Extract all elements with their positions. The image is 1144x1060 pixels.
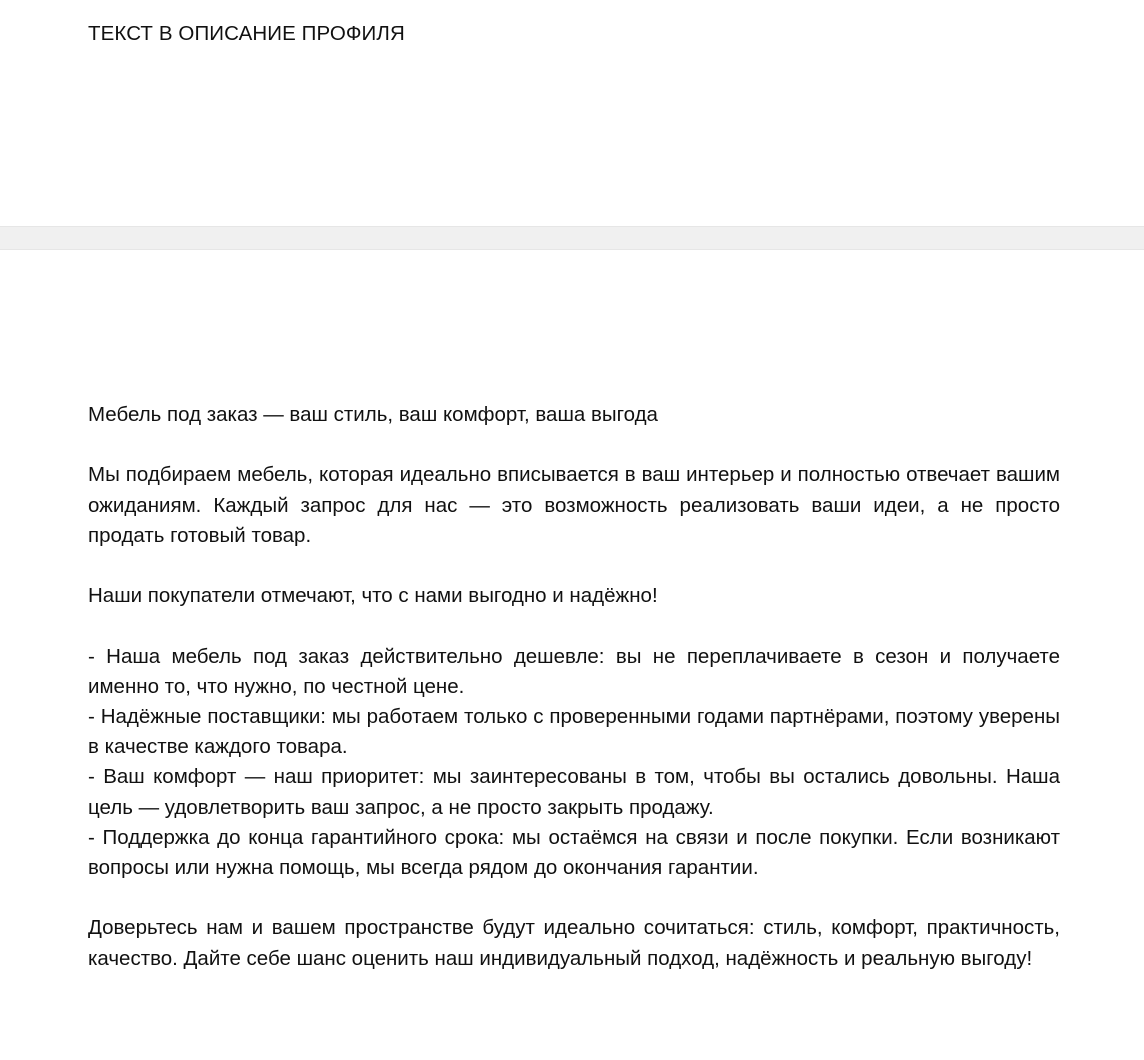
paragraph-gap bbox=[88, 883, 1060, 913]
bullet-item: - Поддержка до конца гарантийного срока: мы остаёмся на связи и после покупки. Если возникают вопросы или нужна помощь, мы всегда рядом до окончания гарантии. bbox=[88, 825, 1060, 879]
closing-paragraph: Доверьтесь нам и вашем пространстве будут идеально сочитаться: стиль, комфорт, практичность, качество. Дайте себе шанс оценить наш индивидуальный подход, надёжность и реальную выгоду! bbox=[88, 916, 1060, 970]
document-page-top bbox=[0, 0, 1144, 226]
document-heading: Мебель под заказ — ваш стиль, ваш комфорт, ваша выгода bbox=[88, 403, 658, 426]
document-body bbox=[88, 400, 1060, 974]
page-separator bbox=[0, 226, 1144, 250]
document-title: ТЕКСТ В ОПИСАНИЕ ПРОФИЛЯ bbox=[88, 22, 405, 45]
intro-paragraph: Мы подбираем мебель, которая идеально вписывается в ваш интерьер и полностью отвечает вашим ожиданиям. Каждый запрос для нас — это возможность реализовать ваши идеи, а не просто продать готовый товар. bbox=[88, 463, 1060, 547]
bullet-item: - Ваш комфорт — наш приоритет: мы заинтересованы в том, чтобы вы остались довольны. Наша цель — удовлетворить ваш запрос, а не просто закрыть продажу. bbox=[88, 765, 1060, 819]
bullet-item: - Надёжные поставщики: мы работаем только с проверенными годами партнёрами, поэтому уверены в качестве каждого товара. bbox=[88, 704, 1060, 759]
paragraph-gap bbox=[88, 551, 1060, 581]
lead-paragraph: Наши покупатели отмечают, что с нами выгодно и надёжно! bbox=[88, 584, 658, 608]
document-page-bottom bbox=[0, 250, 1144, 1060]
paragraph-gap bbox=[88, 611, 1060, 641]
bullet-item: - Наша мебель под заказ действительно дешевле: вы не переплачиваете в сезон и получаете именно то, что нужно, по честной цене. bbox=[88, 644, 1060, 698]
paragraph-gap bbox=[88, 430, 1060, 460]
